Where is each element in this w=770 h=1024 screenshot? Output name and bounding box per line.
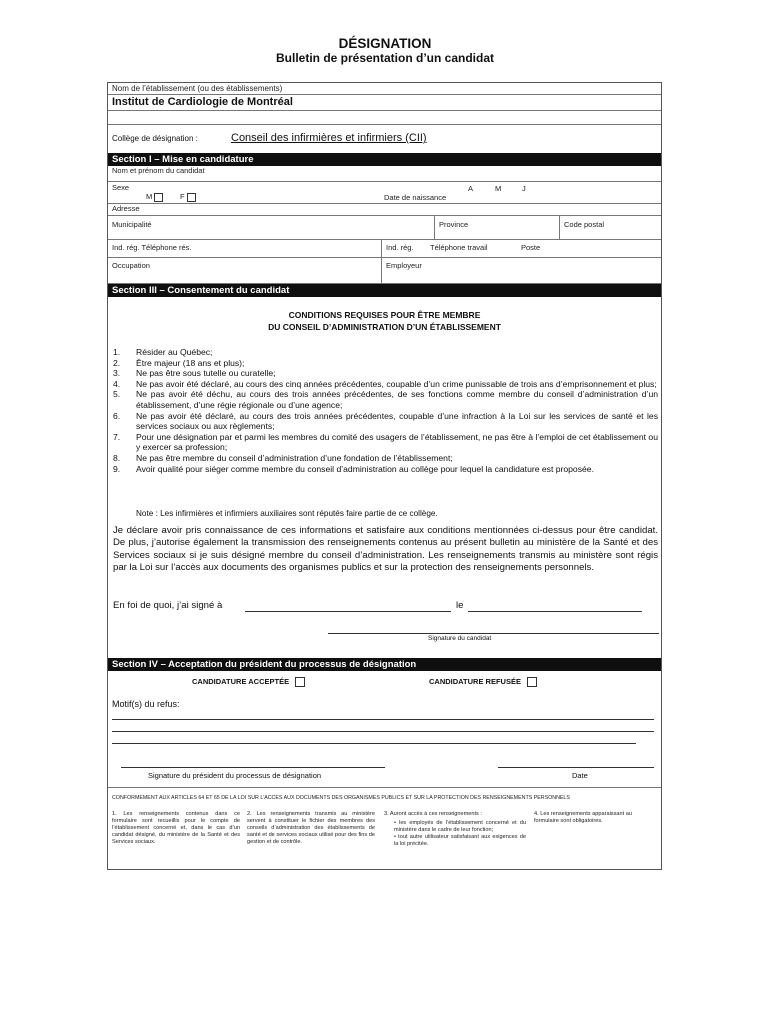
- date-a-label: A: [468, 184, 474, 193]
- footer-col-4: 4. Les renseignements apparaissant au formulaire sont obligatoires.: [534, 811, 632, 824]
- date-j-label: J: [522, 184, 526, 193]
- condition-item: 2. Être majeur (18 ans et plus);: [113, 357, 245, 368]
- province-label: Province: [439, 220, 469, 229]
- sexe-m-option[interactable]: [146, 192, 163, 202]
- occupation-row: [108, 258, 661, 284]
- poste-label: Poste: [521, 243, 541, 252]
- college-label: Collège de désignation :: [112, 134, 198, 143]
- conditions-list: [113, 347, 658, 474]
- college-value: Conseil des infirmières et infirmiers (CII): [231, 132, 427, 144]
- footer-col-3-bullet: • les employés de l’établissement concerné et du ministère dans le cadre de leur fonction;: [394, 820, 526, 833]
- section-4-header: Section IV – Acceptation du président du processus de désignation: [108, 658, 661, 671]
- divider: [559, 216, 560, 240]
- date-signature-field[interactable]: [468, 611, 642, 612]
- tel-res-label: Ind. rég. Téléphone rés.: [112, 243, 192, 252]
- nom-label: Nom et prénom du candidat: [112, 166, 205, 175]
- adresse-label: Adresse: [112, 204, 140, 213]
- date-label: Date: [572, 771, 588, 780]
- section-1-header: Section I – Mise en candidature: [108, 153, 661, 166]
- sexe-m-checkbox[interactable]: [154, 193, 163, 202]
- divider: [381, 258, 382, 284]
- divider: [434, 216, 435, 240]
- motif-line[interactable]: [112, 731, 654, 732]
- motif-line[interactable]: [112, 719, 654, 720]
- conditions-title-2: DU CONSEIL D’ADMINISTRATION D’UN ÉTABLISSEMENT: [268, 322, 501, 332]
- condition-item: 5. Ne pas avoir été déchu, au cours des trois années précédentes, de ses fonctions comme membre du conseil d’administration d’un établissement, d’une régie régionale ou d’une agence;: [113, 389, 658, 410]
- etablissement-label-row: [108, 83, 661, 95]
- etablissement-field[interactable]: [108, 95, 661, 111]
- sexe-m-label: M: [146, 192, 153, 201]
- occupation-label: Occupation: [112, 261, 150, 270]
- signature-candidat-label: Signature du candidat: [428, 635, 492, 642]
- date-president-field[interactable]: [498, 767, 654, 768]
- date-m-label: M: [495, 184, 502, 193]
- adresse-field[interactable]: [108, 204, 661, 216]
- candidature-refusee-checkbox[interactable]: [527, 677, 537, 687]
- condition-item: 4. Ne pas avoir été déclaré, au cours des cinq années précédentes, coupable d’un crime punissable de trois ans d’emprisonnement et plus;: [113, 378, 657, 389]
- candidature-acceptee[interactable]: [192, 677, 305, 687]
- municipalite-row: [108, 216, 661, 240]
- en-foi-prefix: En foi de quoi, j’ai signé à: [113, 600, 223, 611]
- tel-travail-label: Téléphone travail: [430, 243, 488, 252]
- etablissement-label: Nom de l’établissement (ou des établissements): [112, 84, 283, 93]
- code-postal-label: Code postal: [564, 220, 605, 229]
- footer-col-1: 1. Les renseignements contenus dans ce formulaire sont recueillis pour le compte de l’établissement concerné et, dans le cas d’un candidat désigné, du ministère de la Santé et des Services sociaux.: [112, 811, 240, 845]
- footer-col-3-bullet: • tout autre utilisateur satisfaisant aux exigences de la loi précitée.: [394, 834, 526, 847]
- conditions-title-1: CONDITIONS REQUISES POUR ÊTRE MEMBRE: [288, 310, 481, 320]
- footer-col-3: [384, 811, 526, 848]
- page-title: DÉSIGNATION: [338, 36, 432, 51]
- etablissement-value: Institut de Cardiologie de Montréal: [112, 96, 293, 108]
- candidature-refusee-label: CANDIDATURE REFUSÉE: [429, 677, 521, 686]
- sexe-f-checkbox[interactable]: [187, 193, 196, 202]
- designation-form: [107, 82, 662, 870]
- divider: [381, 240, 382, 258]
- sexe-f-option[interactable]: [180, 192, 196, 202]
- lieu-signature-field[interactable]: [245, 611, 451, 612]
- en-foi-line: [113, 600, 222, 611]
- footer-divider: [108, 787, 661, 788]
- date-naissance-label: Date de naissance: [384, 193, 447, 202]
- nom-field[interactable]: [108, 166, 661, 182]
- candidature-acceptee-label: CANDIDATURE ACCEPTÉE: [192, 677, 290, 686]
- telephone-row: [108, 240, 661, 258]
- condition-item: 7. Pour une désignation par et parmi les membres du comité des usagers de l’établissement, ne pas être à l’emploi de cet établissement ou y exercer sa profession;: [113, 431, 658, 453]
- signature-president-field[interactable]: [121, 767, 385, 768]
- condition-item: 8. Ne pas être membre du conseil d’administration d’une fondation de l’établissement;: [113, 452, 453, 463]
- condition-item: 6. Ne pas avoir été déclaré, au cours des trois années précédentes, coupable d’une infraction à la Loi sur les services de santé et les services sociaux ou aux règlements;: [113, 410, 658, 432]
- candidature-refusee[interactable]: [429, 677, 537, 687]
- footer-col-2: 2. Les renseignements transmis au ministère servent à constituer le fichier des membres des conseils d’administration des établissements de santé et de services sociaux utilisé pour des fins de gestion et de contrôle.: [247, 811, 375, 845]
- sexe-row: [108, 182, 661, 204]
- condition-item: 9. Avoir qualité pour siéger comme membre du conseil d’administration au collège pour lequel la candidature est proposée.: [113, 463, 594, 474]
- signature-president-label: Signature du président du processus de désignation: [148, 771, 322, 780]
- municipalite-label: Municipalité: [112, 220, 152, 229]
- sexe-f-label: F: [180, 192, 185, 201]
- employeur-label: Employeur: [386, 261, 422, 270]
- condition-item: 1. Résider au Québec;: [113, 347, 213, 357]
- footer-col-3-head: 3. Auront accès à ces renseignements :: [384, 811, 482, 817]
- signature-candidat-field[interactable]: [328, 633, 659, 634]
- ind-reg-label: Ind. rég.: [386, 243, 414, 252]
- motif-line[interactable]: [112, 743, 636, 744]
- page-subtitle: Bulletin de présentation d’un candidat: [275, 51, 494, 65]
- etablissement-extra-row[interactable]: [108, 111, 661, 125]
- section-3-header: Section III – Consentement du candidat: [108, 284, 661, 297]
- candidature-acceptee-checkbox[interactable]: [295, 677, 305, 687]
- le-label: le: [456, 600, 464, 611]
- condition-item: 3. Ne pas être sous tutelle ou curatelle;: [113, 368, 276, 379]
- declaration-text: Je déclare avoir pris connaissance de ces informations et satisfaire aux conditions mentionnées ci-dessus pour être candidat. De plus, j’autorise également la transmission des renseignements contenus au présent bulletin au ministère de la Santé et des Services sociaux si je suis désigné membre du conseil d’administration. Les renseignements transmis au ministère sont régis par la Loi sur l’accès aux documents des organismes publics et sur la protection des renseignements personnels.: [113, 525, 658, 574]
- note-text: Note : Les infirmières et infirmiers auxiliaires sont réputés faire partie de ce collège.: [136, 509, 438, 518]
- motifs-label: Motif(s) du refus:: [112, 699, 180, 709]
- sexe-label: Sexe: [112, 183, 130, 192]
- footer-heading: CONFORMÉMENT AUX ARTICLES 64 ET 65 DE LA LOI SUR L’ACCÈS AUX DOCUMENTS DES ORGANISMES PUBLICS ET SUR LA PROTECTION DES RENSEIGNEMENTS PERSONNELS: [112, 795, 570, 801]
